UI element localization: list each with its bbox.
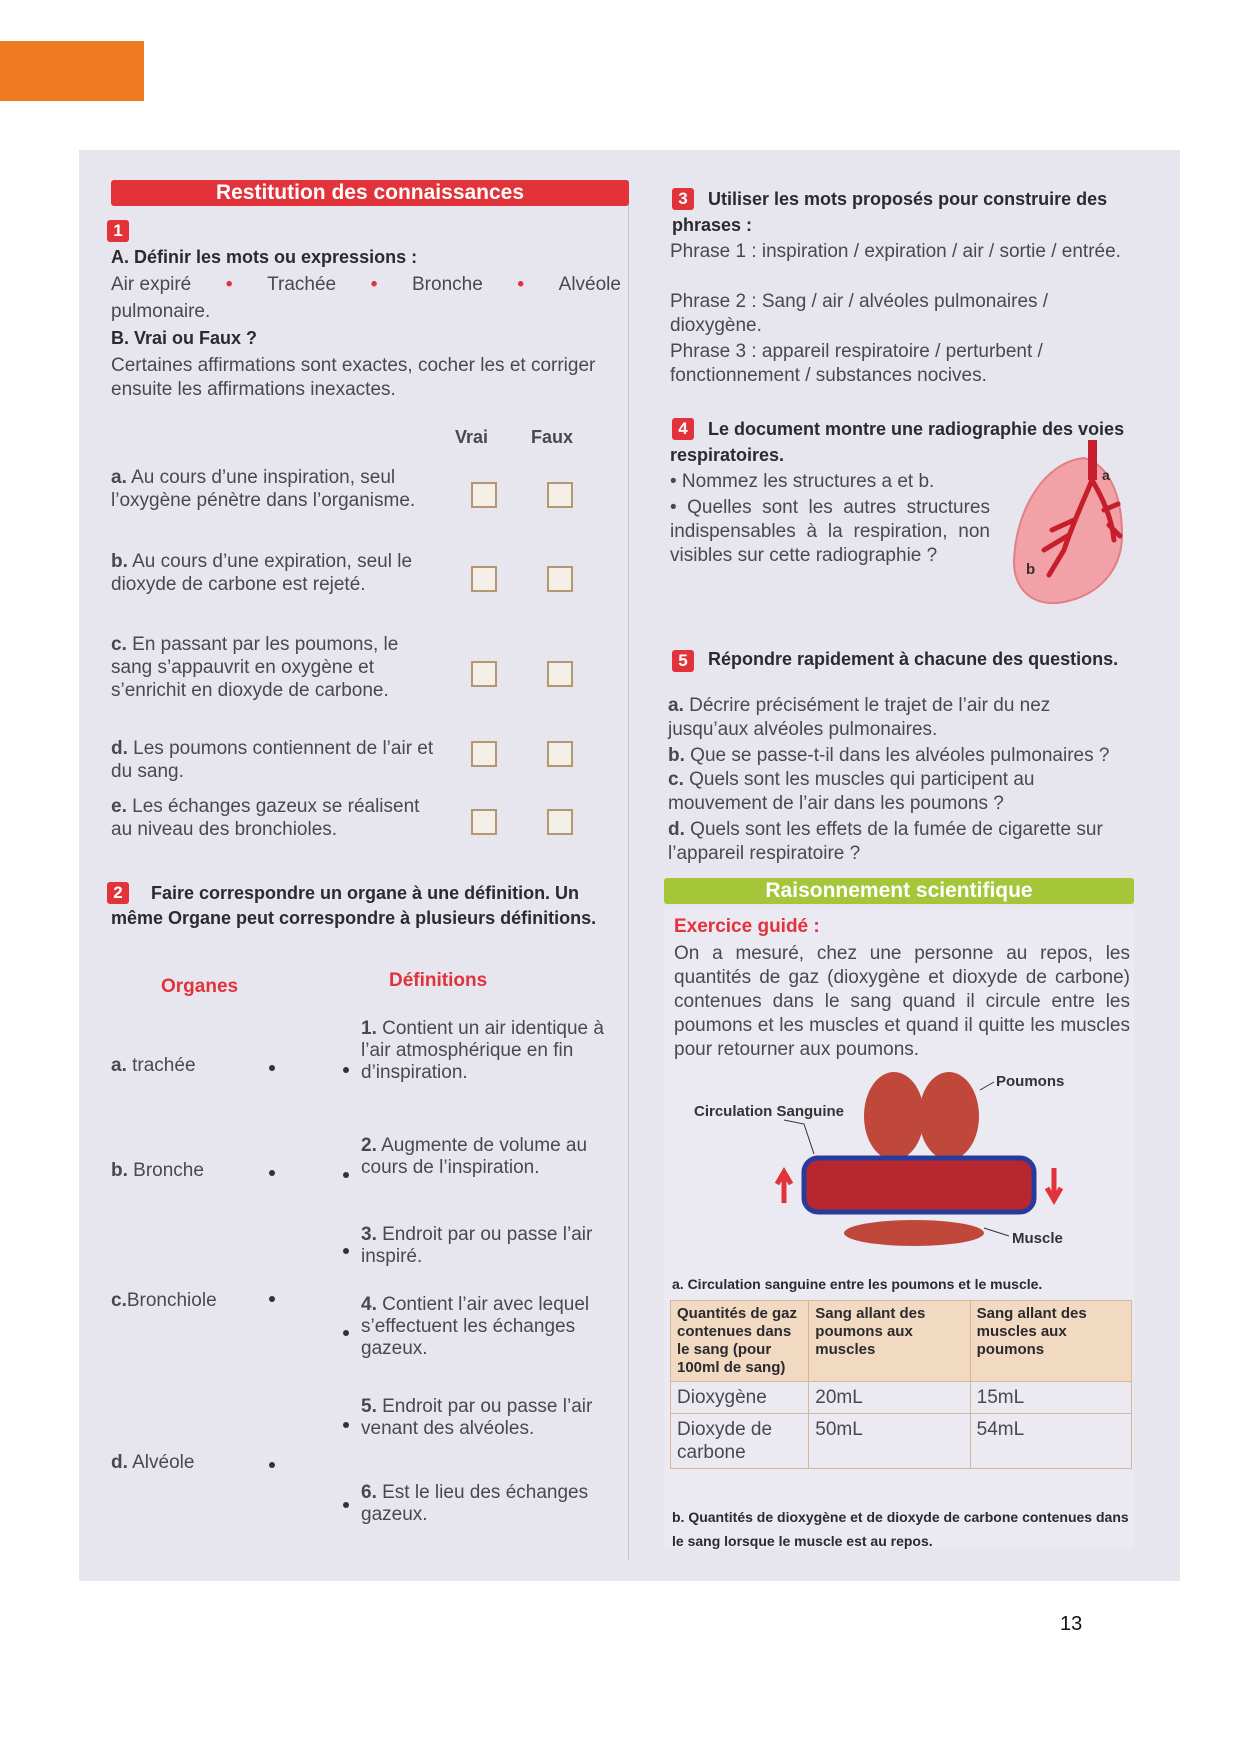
- ex1-word-continuation: pulmonaire.: [111, 301, 211, 322]
- definition-match-dot[interactable]: [343, 1330, 349, 1336]
- page-number: 13: [1060, 1613, 1083, 1635]
- statement-text: [111, 633, 441, 702]
- definition-item: [361, 1396, 611, 1440]
- orange-tab-decoration: [0, 41, 144, 101]
- definition-number: 3.: [361, 1224, 377, 1245]
- ex3-title: Utiliser les mots proposés pour construire des phrases :: [672, 189, 1108, 235]
- exercise-number-badge: 2: [107, 882, 129, 904]
- word-3: Bronche: [412, 274, 483, 295]
- definition-item: [361, 1224, 611, 1268]
- definition-item: [361, 1018, 611, 1084]
- vrai-checkbox[interactable]: [471, 741, 497, 767]
- ex1-part-a-title: A. Définir les mots ou expressions :: [111, 247, 418, 267]
- table-cell: 15mL: [970, 1382, 1131, 1414]
- definition-number: 2.: [361, 1135, 377, 1156]
- figure-label-poumons: Poumons: [996, 1073, 1065, 1090]
- table-header-row: [671, 1301, 1132, 1382]
- word-2: Trachée: [267, 274, 337, 295]
- definitions-header: Définitions: [389, 970, 488, 991]
- organ-label: Bronche: [127, 1160, 204, 1181]
- definition-text: Augmente de volume au cours de l’inspiration.: [361, 1135, 588, 1178]
- vrai-header: Vrai: [455, 427, 489, 447]
- ex1-instructions: Certaines affirmations sont exactes, cocher les et corriger ensuite les affirmations inexactes.: [111, 355, 596, 400]
- table-header-cell: Sang allant des poumons aux muscles: [809, 1301, 970, 1382]
- question-letter: b.: [668, 745, 685, 766]
- definition-item: [361, 1482, 611, 1526]
- guided-exercise-text: On a mesuré, chez une personne au repos, les quantités de gaz (dioxygène et dioxyde de carbone) contenues dans le sang quand il circule entre les poumons et les muscles et quand il quitte les muscles pour retourner aux poumons.: [674, 943, 1130, 1060]
- word-4: Alvéole: [558, 274, 621, 295]
- organ-match-dot[interactable]: [269, 1170, 275, 1176]
- definition-match-dot[interactable]: [343, 1172, 349, 1178]
- ex5-question: [668, 694, 1134, 742]
- table-cell: 20mL: [809, 1382, 970, 1414]
- exercise-number-badge: 3: [672, 188, 694, 210]
- bullet-icon: •: [370, 274, 378, 295]
- question-text: Que se passe-t-il dans les alvéoles pulmonaires ?: [684, 745, 1110, 766]
- organ-item: [111, 1290, 217, 1312]
- definition-text: Endroit par ou passe l’air venant des alvéoles.: [361, 1396, 593, 1439]
- ex2-title: Faire correspondre un organe à une définition. Un même Organe peut correspondre à plusieurs définitions.: [111, 883, 597, 928]
- bullet-icon: •: [225, 274, 233, 295]
- organ-item: [111, 1160, 204, 1182]
- organes-header: Organes: [161, 976, 239, 997]
- question-letter: a.: [668, 695, 684, 716]
- definition-number: 1.: [361, 1018, 377, 1039]
- statement-body: Au cours d’une inspiration, seul l’oxygène pénètre dans l’organisme.: [111, 467, 416, 511]
- ex5-question: [668, 744, 1134, 768]
- statement-letter: a.: [111, 467, 127, 488]
- vrai-checkbox[interactable]: [471, 661, 497, 687]
- figure-caption-b: b. Quantités de dioxygène et de dioxyde de carbone contenues dans le sang lorsque le muscle est au repos.: [672, 1509, 1129, 1549]
- definition-match-dot[interactable]: [343, 1248, 349, 1254]
- definition-number: 5.: [361, 1396, 377, 1417]
- ex1-part-b-title: B. Vrai ou Faux ?: [111, 328, 258, 348]
- definition-number: 4.: [361, 1294, 377, 1315]
- organ-match-dot[interactable]: [269, 1296, 275, 1302]
- faux-checkbox[interactable]: [547, 482, 573, 508]
- definition-number: 6.: [361, 1482, 377, 1503]
- table-cell: 50mL: [809, 1414, 970, 1469]
- statement-body: Au cours d’une expiration, seul le dioxyde de carbone est rejeté.: [111, 551, 413, 595]
- ex4-title: Le document montre une radiographie des voies respiratoires.: [670, 419, 1125, 465]
- organ-item: [111, 1055, 196, 1077]
- radiograph-label-b: b: [1026, 561, 1036, 578]
- exercise-number-badge: 5: [672, 650, 694, 672]
- exercise-number-badge: 4: [672, 418, 694, 440]
- statement-text: [111, 737, 441, 783]
- lung-radiograph-image: [1004, 440, 1134, 610]
- bullet-icon: •: [517, 274, 525, 295]
- organ-item: [111, 1452, 194, 1474]
- statement-body: Les échanges gazeux se réalisent au niveau des bronchioles.: [111, 796, 420, 840]
- statement-text: [111, 795, 441, 841]
- table-row: [671, 1414, 1132, 1469]
- organ-match-dot[interactable]: [269, 1462, 275, 1468]
- figure-caption-a: a. Circulation sanguine entre les poumons et le muscle.: [672, 1276, 1043, 1292]
- question-letter: c.: [668, 769, 684, 790]
- ex4-question-1: • Nommez les structures a et b.: [670, 471, 935, 492]
- ex5-title: Répondre rapidement à chacune des questions.: [708, 649, 1119, 669]
- circulation-label-text: Circulation Sanguine: [694, 1103, 845, 1120]
- column-divider: [628, 180, 629, 1560]
- question-text: Quels sont les muscles qui participent au mouvement de l’air dans les poumons ?: [668, 769, 1035, 814]
- definition-text: Endroit par ou passe l’air inspiré.: [361, 1224, 593, 1267]
- organ-letter: d.: [111, 1452, 128, 1473]
- organ-label: Alvéole: [127, 1452, 195, 1473]
- word-1: Air expiré: [111, 274, 192, 295]
- figure-label-circulation: [694, 1103, 844, 1120]
- faux-header: Faux: [531, 427, 574, 447]
- ex1-word-list: [111, 273, 621, 297]
- organ-letter: a.: [111, 1055, 127, 1076]
- question-text: Décrire précisément le trajet de l’air du nez jusqu’aux alvéoles pulmonaires.: [668, 695, 1051, 740]
- faux-checkbox[interactable]: [547, 661, 573, 687]
- statement-letter: b.: [111, 551, 128, 572]
- statement-letter: e.: [111, 796, 127, 817]
- ex5-question: [668, 768, 1134, 816]
- statement-body: En passant par les poumons, le sang s’appauvrit en oxygène et s’enrichit en dioxyde de carbone.: [111, 634, 399, 701]
- radiograph-label-a: a: [1102, 467, 1110, 483]
- statement-letter: d.: [111, 738, 128, 759]
- question-letter: d.: [668, 819, 685, 840]
- organ-label: Bronchiole: [126, 1290, 217, 1311]
- organ-label: trachée: [126, 1055, 196, 1076]
- definition-match-dot[interactable]: [343, 1422, 349, 1428]
- table-header-cell: Quantités de gaz contenues dans le sang (pour 100ml de sang): [671, 1301, 809, 1382]
- organ-letter: b.: [111, 1160, 128, 1181]
- section-title-raisonnement: Raisonnement scientifique: [664, 878, 1134, 904]
- figure-label-muscle: Muscle: [1012, 1230, 1063, 1247]
- textbook-page-photo: [79, 150, 1180, 1581]
- gas-quantities-table: [670, 1300, 1132, 1469]
- organ-match-dot[interactable]: [269, 1065, 275, 1071]
- table-cell: 54mL: [970, 1414, 1131, 1469]
- section-title-restitution: Restitution des connaissances: [111, 180, 629, 206]
- ex4-question-2: • Quelles sont les autres structures indispensables à la respiration, non visibles sur cette radiographie ?: [670, 497, 990, 566]
- table-cell: Dioxyde de carbone: [671, 1414, 809, 1469]
- organ-letter: c.: [111, 1290, 127, 1311]
- definition-text: Contient l’air avec lequel s’effectuent les échanges gazeux.: [361, 1294, 590, 1359]
- question-text: Quels sont les effets de la fumée de cigarette sur l’appareil respiratoire ?: [668, 819, 1103, 864]
- statement-text: [111, 550, 441, 596]
- vrai-checkbox[interactable]: [471, 566, 497, 592]
- statement-body: Les poumons contiennent de l’air et du sang.: [111, 738, 434, 782]
- definition-match-dot[interactable]: [343, 1067, 349, 1073]
- faux-checkbox[interactable]: [547, 566, 573, 592]
- definition-text: Est le lieu des échanges gazeux.: [361, 1482, 589, 1525]
- exercise-number-badge: 1: [107, 220, 129, 242]
- statement-letter: c.: [111, 634, 127, 655]
- vrai-checkbox[interactable]: [471, 482, 497, 508]
- table-header-cell: Sang allant des muscles aux poumons: [970, 1301, 1131, 1382]
- guided-exercise-title: Exercice guidé :: [674, 916, 820, 937]
- statement-text: [111, 466, 441, 512]
- faux-checkbox[interactable]: [547, 741, 573, 767]
- blood-circulation-figure: [674, 1068, 1134, 1248]
- definition-item: [361, 1135, 611, 1179]
- ex3-phrase: Phrase 1 : inspiration / expiration / air / sortie / entrée.: [670, 241, 1121, 262]
- ex5-question: [668, 818, 1134, 866]
- table-row: [671, 1382, 1132, 1414]
- vrai-checkbox[interactable]: [471, 809, 497, 835]
- definition-match-dot[interactable]: [343, 1502, 349, 1508]
- faux-checkbox[interactable]: [547, 809, 573, 835]
- ex3-phrase: Phrase 2 : Sang / air / alvéoles pulmonaires / dioxygène.: [670, 291, 1049, 336]
- definition-text: Contient un air identique à l’air atmosphérique en fin d’inspiration.: [361, 1018, 604, 1083]
- table-cell: Dioxygène: [671, 1382, 809, 1414]
- definition-item: [361, 1294, 611, 1360]
- ex3-phrase: Phrase 3 : appareil respiratoire / perturbent / fonctionnement / substances nocives.: [670, 341, 1043, 386]
- exercise-1-number: [107, 220, 137, 242]
